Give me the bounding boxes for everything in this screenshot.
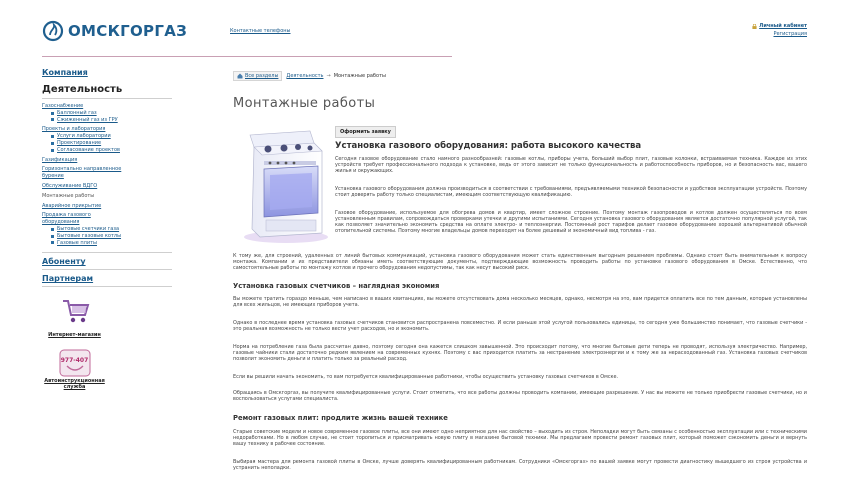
shopping-cart-icon (60, 295, 90, 325)
sidebar-sub-approval[interactable]: Согласование проектов (51, 147, 172, 154)
sidebar-item-gas-supply[interactable]: Газоснабжение (42, 103, 84, 109)
home-icon (237, 73, 243, 79)
sidebar-item-emergency[interactable]: Аварийное прикрытие (42, 202, 102, 209)
logo[interactable] (42, 20, 187, 42)
sidebar-item-vdgo[interactable]: Обслуживание ВДГО (42, 182, 98, 189)
paragraph: Норма на потребление газа была рассчитан давно, поэтому сегодня она кажется слишком завышенной. Это происходит потому, что многие бытовые дети теперь не проводят, используя электричество. Например, газовые чайники стали достаточно редким явлением на современных кухнях. Поэтому с вас приходится платить за нестранение электроэнергии и к тому же за нерасходованный газ. Установка газовых счетчиков позволит экономить деньги и платить только за реальный расход. (233, 344, 807, 362)
paragraph: Старые советские модели и новое современное газовое плиты, все они имеют одно неприятное для нас свойство – выходить из строя. Неполадки могут быть связаны с особенностью эксплуатации или с техническими недоработками. Но в любом случае, не стоит торопиться и присматривать новую плиту в магазине бытовой техники. Мы предлагаем провести ремонт газовых плит, который поможет сэкономить деньги и вернуть вашу технику в рабочее состояние. (233, 429, 807, 447)
header-divider (42, 56, 452, 57)
sidebar-item-projects[interactable]: Проекты и лаборатория (42, 126, 106, 133)
lock-icon (752, 24, 757, 29)
bullet-icon (51, 228, 54, 231)
bullet-icon (51, 135, 54, 138)
breadcrumb-separator-icon: → (326, 73, 331, 79)
sidebar-sub-gas-stoves[interactable]: Газовые плиты (51, 240, 172, 247)
bullet-icon (51, 118, 54, 121)
breadcrumb-all-sections[interactable] (233, 71, 282, 81)
paragraph: Сегодня газовое оборудование стало намного разнообразней: газовые котлы, приборы учета, больший выбор плит, газовые колонки, встраиваемая техника. Каждое из этих устройств требует профессионального подхода к установке, ведь от этого зависит не только функциональность и работоспособность приборов, но и безопасность вас, вашего жилья и окружающих. (335, 156, 807, 174)
sidebar-divider (42, 252, 172, 253)
breadcrumb-activity[interactable]: Деятельность (286, 73, 324, 79)
partner-online-store[interactable] (42, 295, 107, 338)
sidebar-sub-lab-services[interactable]: Услуги лаборатории (51, 133, 172, 140)
paragraph: Если вы решили начать экономить, то вам потребуется квалифицированные работники, чтобы осуществить установку газовых счетчиков в Омске. (233, 374, 619, 380)
sidebar (42, 68, 172, 390)
paragraph: Вы можете тратить гораздо меньше, чем написано в ваших квитанциях, вы можете отсутствовать дома несколько месяцев, однако, несмотря на это, вам придется оплатить все по тем данным, которые установлены для всех жильцов, не имеющих приборов учета. (233, 296, 807, 308)
breadcrumb-home-label: Все разделы (245, 73, 279, 79)
sidebar-sub-liquefied-gas[interactable]: Сжиженный газ из ГРУ (51, 117, 172, 124)
sidebar-sub-design[interactable]: Проектирование (51, 140, 172, 147)
sidebar-sub-gas-boilers[interactable]: Бытовые газовые котлы (51, 233, 172, 240)
bullet-icon (51, 235, 54, 238)
section-heading-repair: Ремонт газовых плит: продлите жизнь вашей технике (233, 414, 448, 422)
section-heading-installation: Установка газового оборудования: работа высокого качества (335, 141, 642, 151)
sidebar-divider (42, 286, 172, 287)
logo-flame-icon (42, 20, 64, 42)
account-links (752, 22, 807, 38)
sidebar-partners-link[interactable]: Партнерам (42, 274, 94, 284)
sidebar-activity-heading: Деятельность (42, 84, 123, 95)
paragraph: Установка газового оборудования должна производиться в соответствии с требованиями, предъявляемыми техникой безопасности и удобствов эксплуатации устройств. Поэтому стоит доверять работу только специалистам, имеющим соответствующую квалификацию. (335, 186, 807, 198)
gas-stove-image (236, 125, 331, 245)
partner-online-store-label: Интернет-магазин (48, 332, 101, 339)
page-title: Монтажные работы (233, 96, 376, 111)
paragraph: К тому же, для строений, удаленных от линий бытовых коммуникаций, установка газового оборудования может стать единственным выгодным решением проблемы. Однако стоит быть внимательным к вопросу монтажа. Компании и их представители обязаны иметь соответствующие документы, подтверждающие возможность проводить работы по установке газового оборудования в Омске. Естественно, что самостоятельные работы по монтажу котлов и прочего оборудования недопустимы, так как несут высокий риск. (233, 253, 807, 271)
order-request-button[interactable]: Оформить заявку (335, 126, 396, 138)
paragraph: Газовое оборудование, используемое для обогрева домов и квартир, имеет сложное строение. Поэтому монтаж газопроводов и котлов должен осуществляться по всем установленным правилам, сопровождаться проверками утечки и другими испытаниями. Сегодня установка газового оборудования является достаточно популярной услугой, так как позволяет значительно экономить средства на оплате электро- и теплоэнергии. Постоянный рост тарифов делает газовое оборудование хорошей альтернативой обычной отопительной системы. Поэтому многие владельцы домов переходят на более дешевый и экономичный вид топлива - газ. (335, 210, 807, 234)
contacts-link[interactable]: Контактные телефоны (230, 28, 291, 34)
bullet-icon (51, 112, 54, 115)
personal-cabinet-link[interactable]: Личный кабинет (759, 23, 807, 29)
sidebar-sub-bottled-gas[interactable]: Баллонный газ (51, 110, 172, 117)
sidebar-item-gasification[interactable]: Газификация (42, 156, 78, 163)
sidebar-subscriber-link[interactable]: Абоненту (42, 257, 86, 267)
paragraph: Обращаясь в Омскгоргаз, вы получите квалифицированные услуги. Стоит отметить, что все работы должны проводить компании, имеющие разрешение. У нас вы можете не только приобрести газовые счетчики, но и воспользоваться услугами специалиста. (233, 390, 807, 402)
bullet-icon (51, 241, 54, 244)
paragraph: Выбирая мастера для ремонта газовой плиты в Омске, лучше доверять квалифицированным работникам. Сотрудники «Омскгоргаз» по вашей заявке могут провести диагностику вышедшего из строя устройства и устранить неполадки. (233, 459, 807, 471)
breadcrumb-current: Монтажные работы (333, 73, 386, 79)
bullet-icon (51, 149, 54, 152)
paragraph: Однако в последнее время установка газовых счетчиков становится распространена повсеместно. И если раньше этой услугой пользовались единицы, то сегодня уже большинство понимает, что газовые счетчики - это реальная возможность не только вести учет расходов, но и экономить. (233, 320, 807, 332)
sidebar-item-installation: Монтажные работы (42, 192, 95, 199)
sidebar-item-drilling[interactable]: Горизонтально направленное бурение (42, 166, 122, 180)
bullet-icon (51, 142, 54, 145)
partner-auto-service-label: Автоинструкционная служба (44, 378, 105, 391)
sidebar-item-equipment-sales[interactable]: Продажа газового оборудования (42, 212, 91, 226)
sidebar-divider (42, 98, 172, 99)
partner-auto-service[interactable] (42, 348, 107, 390)
sidebar-company-link[interactable]: Компания (42, 68, 88, 77)
logo-text: ОМСКГОРГАЗ (68, 22, 188, 40)
sidebar-sub-gas-meters[interactable]: Бытовые счетчики газа (51, 226, 172, 233)
breadcrumb (233, 71, 386, 81)
partner-number: 977-407 (60, 357, 89, 365)
section-heading-meters: Установка газовых счетчиков – наглядная экономия (233, 282, 440, 290)
register-link[interactable]: Регистрация (773, 31, 807, 37)
sidebar-divider (42, 269, 172, 270)
